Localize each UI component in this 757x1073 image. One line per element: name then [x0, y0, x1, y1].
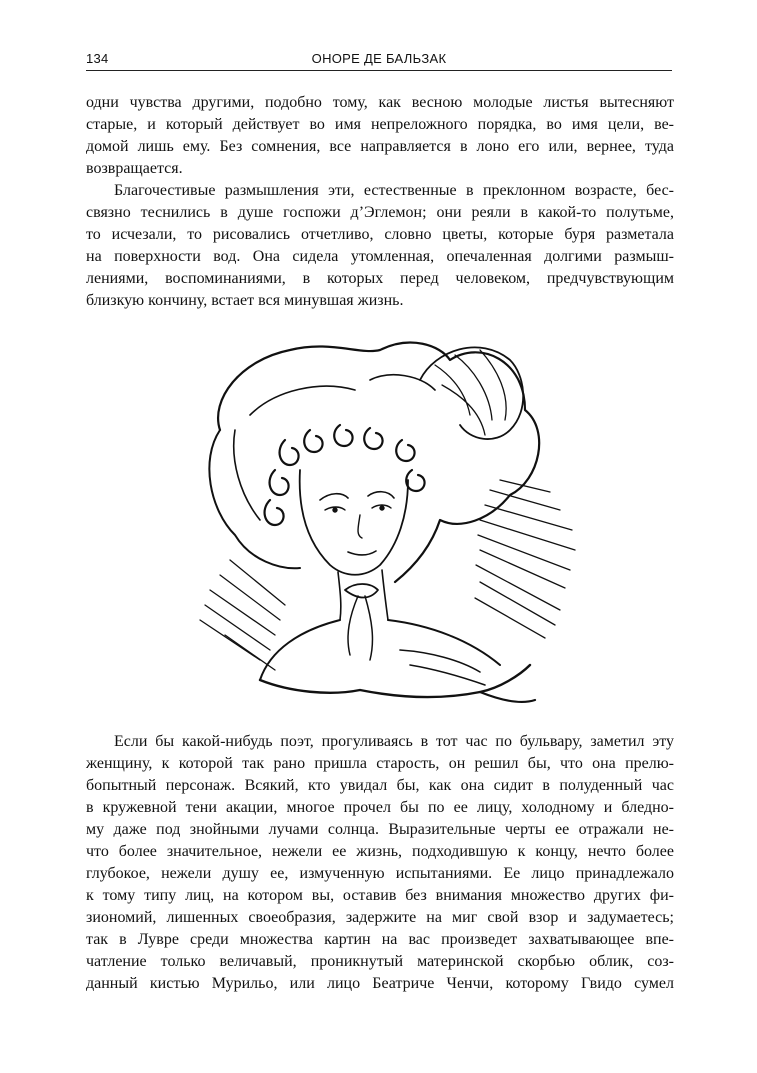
top-paragraphs — [86, 92, 674, 312]
text-line: на поверхности вод. Она сидела утомленная, опечаленная долгими размыш- — [86, 248, 674, 265]
text-line: в кружевной тени акации, многое прочел бы по ее лицу, холодному и бледно- — [86, 799, 674, 816]
text-line: возвращается. — [86, 160, 183, 177]
running-title: ОНОРЕ ДЕ БАЛЬЗАК — [311, 51, 447, 66]
text-line: к тому типу лиц, на котором вы, оставив без внимания множество других фи- — [86, 887, 674, 904]
text-line: му даже под знойными лучами солнца. Выразительные черты ее отражали не- — [86, 821, 674, 838]
text-line: связно теснились в душе госпожи д’Эглемон; они реяли в какой-то полутьме, — [86, 204, 674, 221]
text-line: так в Лувре среди множества картин на вас произведет захватывающее впе- — [86, 931, 674, 948]
text-line: зиономий, лишенных своеобразия, задержите на миг свой взор и задумаетесь; — [86, 909, 674, 926]
text-line: старые, и который действует во имя непреложного порядка, во имя цели, ве- — [86, 116, 674, 133]
text-line: чатление только величавый, проникнутый материнской скорбью облик, соз- — [86, 953, 674, 970]
text-line: бопытный персонаж. Всякий, кто увидал бы, как она сидит в полуденный час — [86, 777, 674, 794]
bottom-paragraph — [86, 731, 674, 995]
text-line: близкую кончину, встает вся минувшая жизнь. — [86, 292, 404, 309]
page-number: 134 — [86, 51, 109, 66]
portrait-engraving — [180, 320, 580, 715]
page-header — [86, 48, 672, 71]
text-line: Если бы какой-нибудь поэт, прогуливаясь в тот час по бульвару, заметил эту — [114, 733, 674, 750]
text-line: домой лишь ему. Без сомнения, все направляется в лоно его или, вернее, туда — [86, 138, 674, 155]
text-line: что более значительное, нежели ее жизнь, подходившую к концу, нечто более — [86, 843, 674, 860]
text-line: то исчезали, то рисовались отчетливо, словно цветы, которые буря разметала — [86, 226, 674, 243]
text-line: Благочестивые размышления эти, естественные в преклонном возрасте, бес- — [114, 182, 674, 199]
portrait-illustration — [180, 320, 580, 715]
text-line: данный кистью Мурильо, или лицо Беатриче Ченчи, которому Гвидо сумел — [86, 975, 674, 992]
text-line: женщину, к которой так рано пришла старость, он решил бы, что она прелю- — [86, 755, 674, 772]
text-line: одни чувства другими, подобно тому, как весною молодые листья вытесняют — [86, 94, 674, 111]
text-line: лениями, воспоминаниями, в которых перед человеком, предчувствующим — [86, 270, 674, 287]
text-line: глубокое, нежели душу ее, измученную испытаниями. Ее лицо принадлежало — [86, 865, 674, 882]
